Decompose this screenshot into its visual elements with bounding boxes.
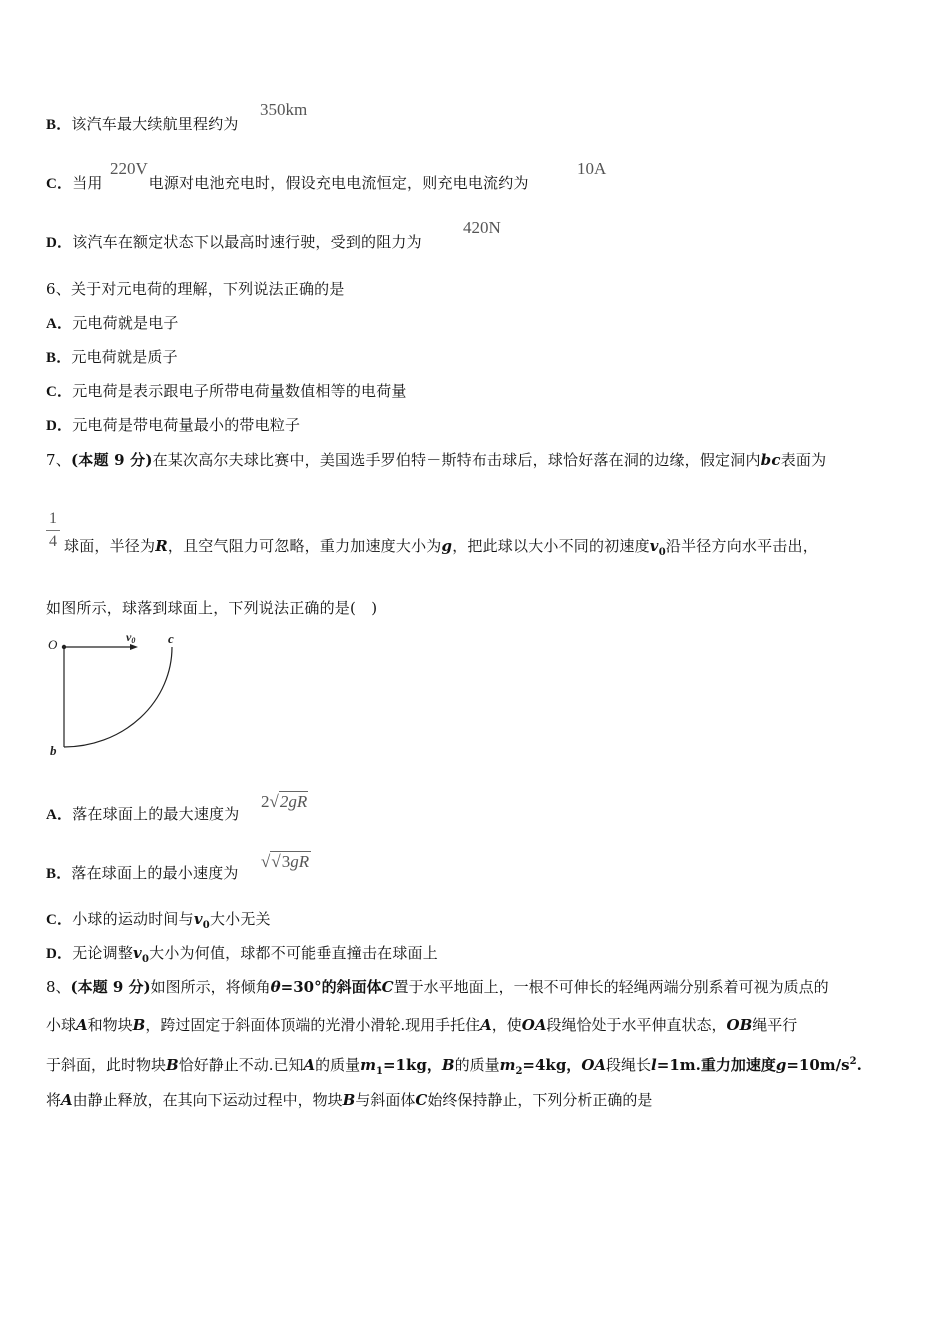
quarter-circle-figure — [40, 626, 200, 762]
option-label: A． — [46, 807, 73, 823]
question-text: 段绳恰处于水平伸直状态， — [546, 1016, 727, 1034]
var-A: A — [76, 1016, 88, 1034]
option-label: C． — [46, 912, 73, 928]
option-text: 电源对电池充电时，假设充电电流恒定，则充电电流约为 — [148, 174, 529, 192]
var-B: B — [441, 1056, 455, 1074]
sub-1: 1 — [376, 1066, 383, 1077]
q7-option-b — [46, 863, 239, 884]
option-label: B． — [46, 117, 72, 133]
q6-stem — [46, 279, 345, 299]
fraction-denominator: 4 — [49, 533, 57, 550]
q7-stem-line-2 — [64, 536, 818, 563]
label-v0: v0 — [126, 630, 136, 645]
option-text: 大小无关 — [209, 910, 271, 928]
option-text: 落在球面上的最小速度为 — [71, 864, 239, 882]
q7-stem-line-1 — [46, 450, 826, 470]
question-text: 的质量 — [454, 1056, 500, 1074]
sub-0: 0 — [202, 920, 210, 931]
question-text: . — [856, 1056, 862, 1074]
q5-c-value-2: 10A — [577, 159, 607, 178]
var-m: m — [499, 1056, 516, 1074]
q5-b-value: 350km — [260, 100, 308, 119]
question-text: 段绳长 — [606, 1056, 652, 1074]
var-C: C — [381, 978, 394, 996]
var-m: m — [360, 1056, 377, 1074]
question-text: 将 — [46, 1091, 62, 1109]
option-text: 无论调整 — [72, 944, 134, 962]
radicand: gR — [290, 852, 310, 871]
q7-b-expression: √√3gR — [261, 852, 310, 871]
option-text: 该汽车最大续航里程约为 — [71, 115, 239, 133]
sub-0: 0 — [658, 547, 666, 558]
var-R: R — [155, 537, 168, 555]
option-text: 落在球面上的最大速度为 — [72, 805, 240, 823]
question-text: 关于对元电荷的理解，下列说法正确的是 — [70, 280, 345, 298]
q7-a-expression: 2√2gR — [261, 792, 308, 811]
var-A: A — [480, 1016, 492, 1034]
var-l: l — [651, 1056, 657, 1074]
option-label: B． — [46, 866, 72, 882]
var-A: A — [61, 1091, 73, 1109]
q6-option-b — [46, 347, 178, 368]
option-label: D． — [46, 235, 73, 251]
question-number: 7、 — [46, 451, 71, 469]
var-B: B — [342, 1091, 356, 1109]
q5-d-value: 420N — [463, 218, 501, 237]
question-text: 如图所示，球落到球面上，下列说法正确的是( ) — [46, 599, 378, 617]
question-points: (本题 9 分) — [70, 451, 153, 469]
option-label: A． — [46, 316, 73, 332]
question-text: =1m.重力加速度 — [656, 1056, 776, 1074]
coefficient: 2 — [261, 792, 270, 811]
var-g: g — [775, 1056, 787, 1074]
q5-option-b — [46, 114, 239, 135]
question-text: 的质量 — [315, 1056, 361, 1074]
var-OB: OB — [726, 1016, 753, 1034]
var-OA: OA — [581, 1056, 607, 1074]
question-text: 绳平行 — [752, 1016, 798, 1034]
option-text: 元电荷是带电荷量最小的带电粒子 — [72, 416, 301, 434]
var-OA: OA — [521, 1016, 547, 1034]
option-text: 元电荷是表示跟电子所带电荷量数值相等的电荷量 — [72, 382, 407, 400]
var-bc: bc — [760, 451, 781, 469]
q7-option-c — [46, 909, 271, 936]
q7-option-a — [46, 804, 239, 825]
q7-option-d — [46, 943, 438, 970]
q8-line-3 — [46, 1052, 862, 1082]
question-text: ，跨过固定于斜面体顶端的光滑小滑轮.现用手托住 — [145, 1016, 481, 1034]
question-number: 8、 — [46, 978, 71, 996]
question-text: 在某次高尔夫球比赛中，美国选手罗伯特－斯特布击球后，球恰好落在洞的边缘，假定洞内 — [152, 451, 761, 469]
label-O: O — [48, 637, 58, 652]
q8-line-4 — [46, 1090, 652, 1110]
q8-line-1 — [46, 977, 829, 997]
label-c: c — [168, 631, 174, 646]
option-label: C． — [46, 384, 73, 400]
question-text: 沿半径方向水平击出， — [665, 537, 818, 555]
label-b: b — [50, 743, 57, 758]
var-v: v — [649, 537, 659, 555]
question-text: ，把此球以大小不同的初速度 — [452, 537, 650, 555]
quarter-arc — [64, 647, 172, 747]
var-A: A — [303, 1056, 316, 1074]
var-C: C — [415, 1091, 428, 1109]
var-v: v — [193, 910, 203, 928]
option-text: 大小为何值，球都不可能垂直撞击在球面上 — [149, 944, 438, 962]
question-number: 6、 — [46, 280, 71, 298]
var-B: B — [166, 1056, 179, 1074]
question-text: 球面，半径为 — [64, 537, 156, 555]
var-g: g — [441, 537, 453, 555]
question-text: 和物块 — [87, 1016, 133, 1034]
option-label: D． — [46, 418, 73, 434]
inner-radicand: 3 — [281, 852, 291, 871]
question-text: ，且空气阻力可忽略，重力加速度大小为 — [167, 537, 442, 555]
fraction-one-quarter — [46, 510, 60, 551]
question-text: =1kg， — [382, 1056, 442, 1074]
q5-option-d — [46, 232, 422, 253]
q6-option-c — [46, 381, 407, 402]
sub-2: 2 — [515, 1066, 523, 1077]
option-text: 该汽车在额定状态下以最高时速行驶，受到的阻力为 — [72, 233, 422, 251]
sub-0: 0 — [141, 954, 150, 965]
option-label: B． — [46, 350, 72, 366]
question-text: 置于水平地面上，一根不可伸长的轻绳两端分别系着可视为质点的 — [393, 978, 829, 996]
question-text: 小球 — [46, 1016, 77, 1034]
q7-stem-line-3 — [46, 598, 377, 618]
radicand: 2gR — [279, 792, 308, 811]
fraction-numerator: 1 — [49, 510, 57, 527]
question-text: 表面为 — [780, 451, 827, 469]
question-text: =10m/s — [786, 1056, 850, 1074]
q6-option-d — [46, 415, 300, 436]
question-text: =30°的斜面体 — [280, 978, 382, 996]
question-text: 恰好静止不动.已知 — [178, 1056, 304, 1074]
q6-option-a — [46, 313, 179, 334]
option-label: C． — [46, 176, 73, 192]
option-text: 元电荷就是质子 — [71, 348, 178, 366]
q8-line-2 — [46, 1015, 797, 1035]
question-text: =4kg， — [522, 1056, 582, 1074]
var-v: v — [133, 944, 142, 962]
option-text: 小球的运动时间与 — [72, 910, 194, 928]
question-text: ，使 — [491, 1016, 522, 1034]
option-label: D． — [46, 946, 73, 962]
q5-c-value-1: 220V — [110, 159, 148, 178]
question-points: (本题 9 分) — [70, 978, 151, 996]
question-text: 如图所示，将倾角 — [150, 978, 271, 996]
option-text: 元电荷就是电子 — [72, 314, 179, 332]
option-text: 当用 — [72, 174, 103, 192]
question-text: 始终保持静止，下列分析正确的是 — [427, 1091, 653, 1109]
question-text: 与斜面体 — [355, 1091, 416, 1109]
var-B: B — [132, 1016, 146, 1034]
question-text: 由静止释放，在其向下运动过程中，物块 — [72, 1091, 343, 1109]
question-text: 于斜面，此时物块 — [46, 1056, 167, 1074]
var-theta: θ — [270, 978, 281, 996]
superscript-2: 2 — [849, 1056, 857, 1067]
